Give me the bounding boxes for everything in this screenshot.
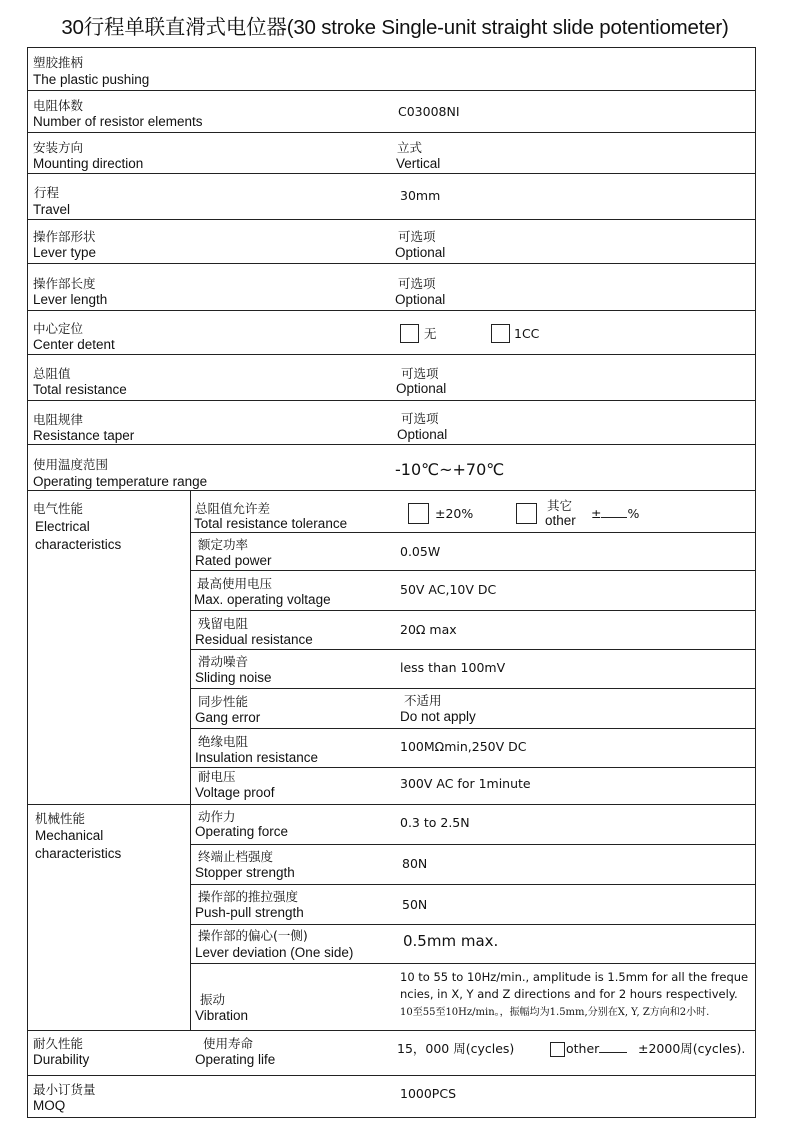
row-divider: [28, 490, 755, 491]
vibration-label-cn: 振动: [200, 992, 226, 1007]
row-divider: [190, 844, 755, 845]
mounting-label-en: Mounting direction: [33, 156, 144, 171]
moq-label-cn: 最小订货量: [33, 1082, 96, 1097]
total-resistance-value-en: Optional: [396, 381, 447, 396]
lever-type-label-en: Lever type: [33, 245, 97, 260]
center-detent-label-cn: 中心定位: [33, 321, 84, 336]
lever-type-value-en: Optional: [395, 245, 446, 260]
force-label-en: Operating force: [195, 824, 289, 839]
vibration-line-2: ncies, in X, Y and Z directions and for 2 hours respectively.: [400, 987, 738, 1001]
tolerance-blank[interactable]: [601, 506, 627, 518]
mechanical-label-en-2: characteristics: [35, 846, 122, 861]
durability-label-cn: 耐久性能: [33, 1036, 84, 1051]
noise-label-cn: 滑动噪音: [198, 654, 249, 669]
moq-label-en: MOQ: [33, 1098, 66, 1113]
row-divider: [28, 132, 755, 133]
noise-label-en: Sliding noise: [195, 670, 272, 685]
tolerance-label-cn: 总阻值允许差: [195, 501, 271, 516]
lever-type-value-cn: 可选项: [398, 229, 436, 244]
power-value: 0.05W: [400, 544, 441, 559]
row-divider: [28, 90, 755, 91]
travel-label-cn: 行程: [34, 185, 60, 200]
tolerance-option-20: ±20%: [435, 506, 474, 521]
row-divider: [28, 263, 755, 264]
tolerance-20-checkbox[interactable]: [408, 503, 429, 524]
total-resistance-value-cn: 可选项: [401, 366, 439, 381]
temperature-label-cn: 使用温度范围: [33, 457, 109, 472]
pushpull-value: 50N: [402, 897, 428, 912]
taper-value-cn: 可选项: [401, 411, 439, 426]
life-other: other: [566, 1041, 627, 1057]
life-other-blank[interactable]: [599, 1041, 627, 1053]
taper-value-en: Optional: [397, 427, 448, 442]
tolerance-other-checkbox[interactable]: [516, 503, 537, 524]
durability-label-en: Durability: [33, 1052, 90, 1067]
spec-table: [27, 47, 756, 1118]
row-divider: [28, 310, 755, 311]
mechanical-label-en-1: Mechanical: [35, 828, 104, 843]
residual-value: 20Ω max: [400, 622, 457, 637]
column-divider: [190, 490, 191, 1030]
mounting-value-cn: 立式: [397, 140, 423, 155]
taper-label-en: Resistance taper: [33, 428, 135, 443]
pushpull-label-en: Push-pull strength: [195, 905, 304, 920]
insulation-value: 100MΩmin,250V DC: [400, 739, 527, 754]
gang-label-en: Gang error: [195, 710, 261, 725]
stopper-label-en: Stopper strength: [195, 865, 295, 880]
vibration-label-en: Vibration: [195, 1008, 249, 1023]
pushing-label-en: The plastic pushing: [33, 72, 150, 87]
residual-label-en: Residual resistance: [195, 632, 313, 647]
lever-type-label-cn: 操作部形状: [33, 229, 96, 244]
pushing-label-cn: 塑胶推柄: [33, 55, 84, 70]
row-divider: [28, 219, 755, 220]
total-resistance-label-en: Total resistance: [33, 382, 127, 397]
lever-length-value-en: Optional: [395, 292, 446, 307]
row-divider: [190, 532, 755, 533]
center-detent-1cc-checkbox[interactable]: [491, 324, 510, 343]
lever-length-label-cn: 操作部长度: [33, 276, 96, 291]
row-divider: [28, 400, 755, 401]
row-divider: [28, 1075, 755, 1076]
lever-length-label-en: Lever length: [33, 292, 108, 307]
life-label-cn: 使用寿命: [203, 1036, 254, 1051]
center-detent-label-en: Center detent: [33, 337, 115, 352]
row-divider: [190, 688, 755, 689]
gang-value-en: Do not apply: [400, 709, 476, 724]
electrical-label-cn: 电气性能: [33, 501, 84, 516]
row-divider: [28, 1030, 755, 1031]
force-label-cn: 动作力: [198, 809, 236, 824]
row-divider: [190, 649, 755, 650]
electrical-label-en-2: characteristics: [35, 537, 122, 552]
page-title: 30行程单联直滑式电位器(30 stroke Single-unit straight slide potentiometer): [61, 16, 729, 39]
tolerance-other-cn: 其它: [547, 498, 573, 513]
power-label-en: Rated power: [195, 553, 272, 568]
mounting-value-en: Vertical: [396, 156, 441, 171]
power-label-cn: 额定功率: [198, 537, 249, 552]
deviation-value: 0.5mm max.: [403, 932, 499, 950]
row-divider: [28, 804, 755, 805]
force-value: 0.3 to 2.5N: [400, 815, 470, 830]
row-divider: [28, 173, 755, 174]
travel-value: 30mm: [400, 188, 441, 203]
insulation-label-cn: 绝缘电阻: [198, 734, 249, 749]
row-divider: [190, 884, 755, 885]
deviation-label-en: Lever deviation (One side): [195, 945, 354, 960]
tolerance-other-value: ± %: [591, 506, 640, 521]
tolerance-label-en: Total resistance tolerance: [194, 516, 348, 531]
elements-label-en: Number of resistor elements: [33, 114, 203, 129]
row-divider: [190, 963, 755, 964]
row-divider: [190, 728, 755, 729]
center-detent-option-none: 无: [424, 326, 437, 341]
row-divider: [28, 444, 755, 445]
row-divider: [190, 570, 755, 571]
proof-label-cn: 耐电压: [198, 769, 236, 784]
tolerance-other-en: other: [545, 513, 576, 528]
elements-label-cn: 电阻体数: [33, 98, 84, 113]
voltage-label-cn: 最高使用电压: [197, 576, 273, 591]
stopper-label-cn: 终端止档强度: [198, 849, 274, 864]
noise-value: less than 100mV: [400, 660, 506, 675]
pushpull-label-cn: 操作部的推拉强度: [198, 889, 299, 904]
proof-value: 300V AC for 1minute: [400, 776, 531, 791]
mechanical-label-cn: 机械性能: [35, 811, 86, 826]
lever-length-value-cn: 可选项: [398, 276, 436, 291]
electrical-label-en-1: Electrical: [35, 519, 90, 534]
proof-label-en: Voltage proof: [195, 785, 275, 800]
voltage-label-en: Max. operating voltage: [194, 592, 331, 607]
travel-label-en: Travel: [33, 202, 71, 217]
gang-value-cn: 不适用: [404, 693, 442, 708]
center-detent-none-checkbox[interactable]: [400, 324, 419, 343]
deviation-label-cn: 操作部的偏心(一侧): [198, 928, 308, 943]
elements-value: C03008NI: [398, 104, 460, 119]
gang-label-cn: 同步性能: [198, 694, 249, 709]
vibration-line-1: 10 to 55 to 10Hz/min., amplitude is 1.5mm for all the freque: [400, 970, 749, 984]
vibration-line-3: 10至55至10Hz/min。，振幅均为1.5mm,分别在X, Y, Z方向和2小时.: [400, 1007, 710, 1018]
stopper-value: 80N: [402, 856, 428, 871]
temperature-value: -10℃~+70℃: [395, 460, 505, 479]
life-value: 15，000 周(cycles): [397, 1041, 515, 1056]
life-other-checkbox[interactable]: [550, 1042, 565, 1057]
row-divider: [190, 767, 755, 768]
mounting-label-cn: 安装方向: [33, 140, 84, 155]
row-divider: [190, 610, 755, 611]
insulation-label-en: Insulation resistance: [195, 750, 319, 765]
taper-label-cn: 电阻规律: [33, 412, 84, 427]
moq-value: 1000PCS: [400, 1086, 457, 1101]
row-divider: [28, 354, 755, 355]
life-other-value: ±2000周(cycles).: [638, 1041, 746, 1056]
row-divider: [190, 924, 755, 925]
voltage-value: 50V AC,10V DC: [400, 582, 497, 597]
life-label-en: Operating life: [195, 1052, 276, 1067]
residual-label-cn: 残留电阻: [198, 616, 249, 631]
total-resistance-label-cn: 总阻值: [33, 366, 71, 381]
temperature-label-en: Operating temperature range: [33, 474, 208, 489]
center-detent-option-1cc: 1CC: [514, 326, 540, 341]
